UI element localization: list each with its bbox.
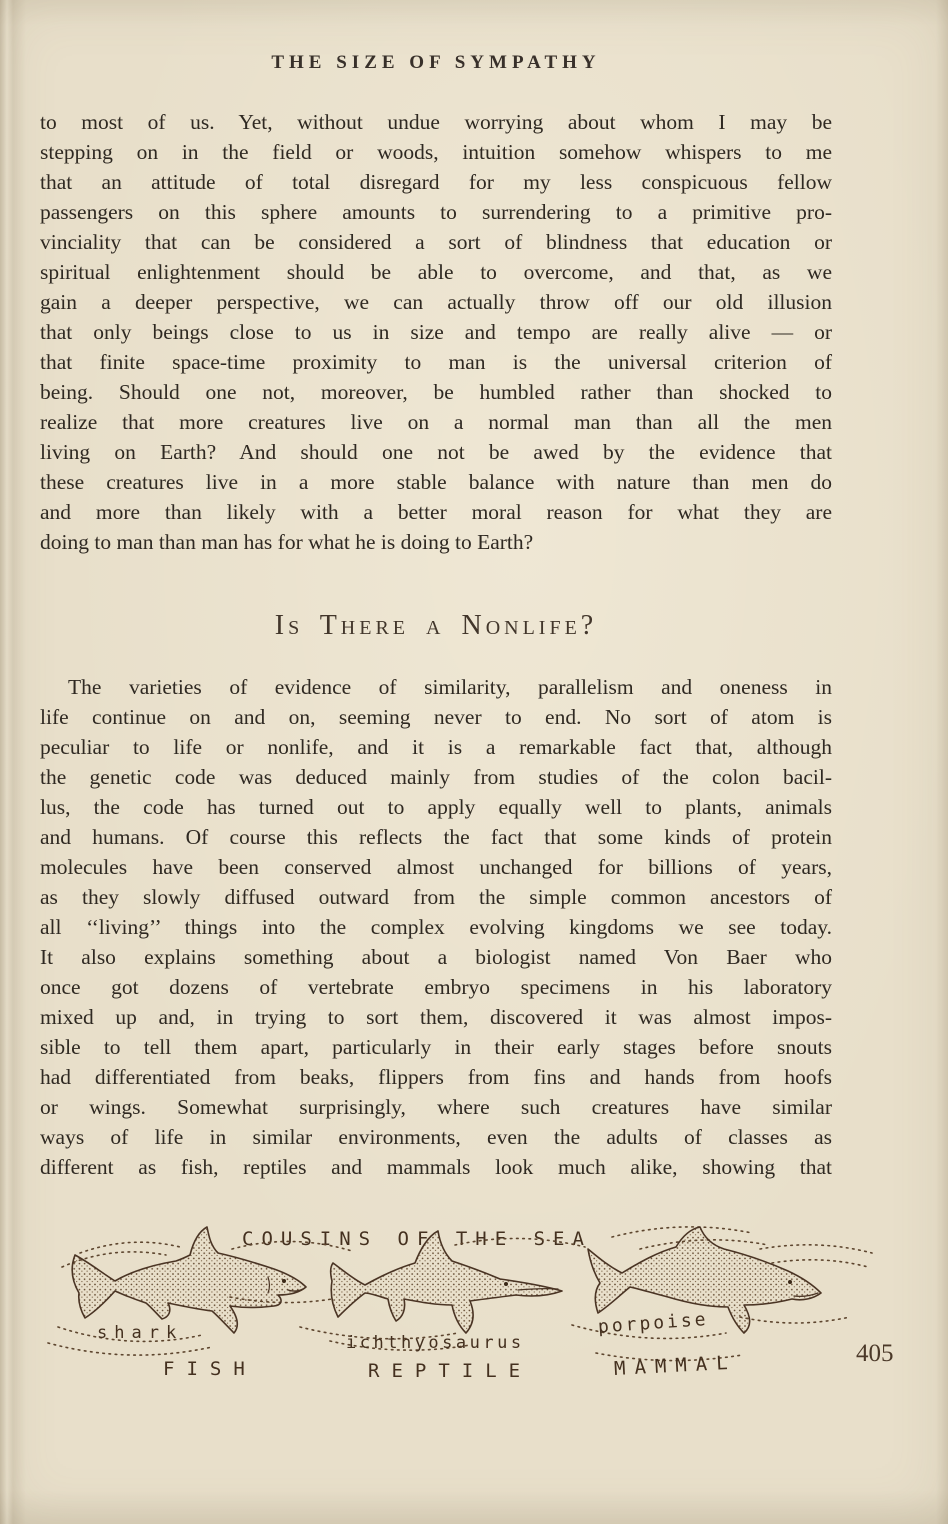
text-line: had differentiated from beaks, flippers from fins and hands from hoofs [40, 1065, 832, 1089]
text-line: once got dozens of vertebrate embryo specimens in his laboratory [40, 975, 832, 999]
text-line: gain a deeper perspective, we can actually throw off our old illusion [40, 290, 832, 314]
text-line: vinciality that can be considered a sort of blindness that education or [40, 230, 832, 254]
text-line: life continue on and on, seeming never to end. No sort of atom is [40, 705, 832, 729]
text-line: that only beings close to us in size and tempo are really alive — or [40, 320, 832, 344]
text-line: all ‘‘living’’ things into the complex evolving kingdoms we see today. [40, 915, 832, 939]
text-line: these creatures live in a more stable balance with nature than men do [40, 470, 832, 494]
text-line: doing to man than man has for what he is doing to Earth? [40, 530, 534, 554]
text-line: passengers on this sphere amounts to surrendering to a primitive pro- [40, 200, 832, 224]
text-line: sible to tell them apart, particularly in their early stages before snouts [40, 1035, 832, 1059]
text-line: and humans. Of course this reflects the fact that some kinds of protein [40, 825, 832, 849]
text-line: realize that more creatures live on a normal man than all the men [40, 410, 832, 434]
text-line: that an attitude of total disregard for my less conspicuous fellow [40, 170, 832, 194]
running-head: THE SIZE OF SYMPATHY [271, 52, 601, 73]
text-line: as they slowly diffused outward from the simple common ancestors of [40, 885, 832, 909]
text-line: the genetic code was deduced mainly from studies of the colon bacil- [40, 765, 832, 789]
sea-cousins-illustration [0, 1205, 948, 1415]
text-line: The varieties of evidence of similarity, parallelism and oneness in [68, 675, 832, 699]
text-line: being. Should one not, moreover, be humbled rather than shocked to [40, 380, 832, 404]
text-line: molecules have been conserved almost unchanged for billions of years, [40, 855, 832, 879]
figure-title: COUSINS OF THE SEA [242, 1228, 592, 1250]
text-line: spiritual enlightenment should be able to overcome, and that, as we [40, 260, 832, 284]
illustration-svg [0, 1205, 948, 1415]
text-line: It also explains something about a biologist named Von Baer who [40, 945, 832, 969]
ichthyosaurus-label: ichthyosaurus [346, 1333, 525, 1353]
reptile-class-label: REPTILE [368, 1360, 533, 1382]
text-line: stepping on in the field or woods, intuition somehow whispers to me [40, 140, 832, 164]
shark-label: shark [97, 1323, 184, 1343]
text-line: different as fish, reptiles and mammals look much alike, showing that [40, 1155, 832, 1179]
text-line: living on Earth? And should one not be awed by the evidence that [40, 440, 832, 464]
text-line: to most of us. Yet, without undue worrying about whom I may be [40, 110, 832, 134]
paragraph-1 [40, 107, 832, 557]
page-number: 405 [856, 1340, 894, 1367]
section-heading: Is There a Nonlife? [274, 610, 598, 641]
paragraph-2 [40, 672, 832, 1182]
text-line: and more than likely with a better moral reason for what they are [40, 500, 832, 524]
text-line: peculiar to life or nonlife, and it is a remarkable fact that, although [40, 735, 832, 759]
porpoise-label: porpoise [597, 1308, 710, 1338]
text-line: lus, the code has turned out to apply equally well to plants, animals [40, 795, 832, 819]
text-line: ways of life in similar environments, even the adults of classes as [40, 1125, 832, 1149]
text-line: that finite space-time proximity to man is the universal criterion of [40, 350, 832, 374]
fish-class-label: FISH [163, 1358, 257, 1380]
text-line: or wings. Somewhat surprisingly, where such creatures have similar [40, 1095, 832, 1119]
mammal-class-label: MAMMAL [613, 1351, 738, 1380]
text-line: mixed up and, in trying to sort them, discovered it was almost impos- [40, 1005, 832, 1029]
